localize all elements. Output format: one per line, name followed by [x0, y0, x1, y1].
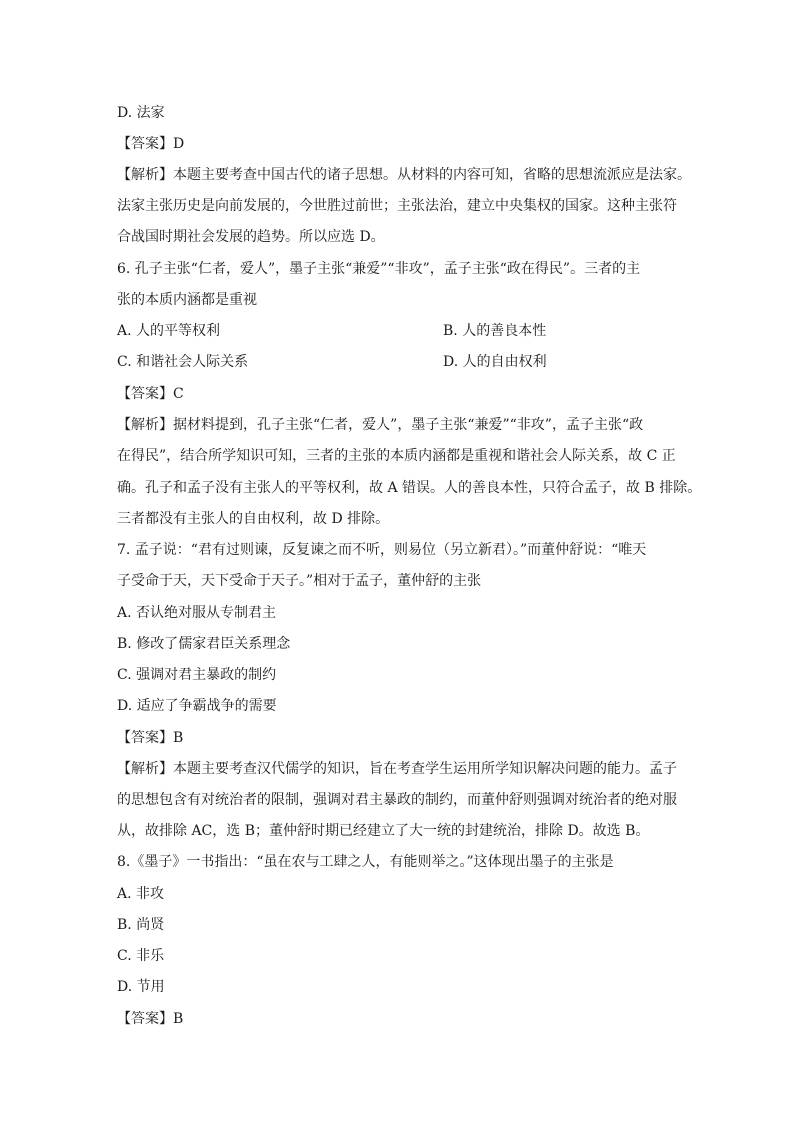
- line-q5-analysis-3: 合战国时期社会发展的趋势。所以应选 D。: [117, 229, 385, 245]
- line-q7-answer: 【答案】B: [117, 730, 184, 746]
- line-q7-analysis-2: 的思想包含有对统治者的限制，强调对君主暴政的制约，而董仲舒则强调对统治者的绝对服: [117, 792, 677, 808]
- line-q5-option-d: D. 法家: [117, 105, 165, 121]
- line-q7-stem-2: 子受命于天，天下受命于天子。”相对于孟子，董仲舒的主张: [117, 573, 482, 589]
- line-q8-answer: 【答案】B: [117, 1011, 184, 1027]
- line-q7-option-a: A. 否认绝对服从专制君主: [117, 605, 277, 621]
- line-q5-analysis-2: 法家主张历史是向前发展的，今世胜过前世；主张法治，建立中央集权的国家。这种主张符: [117, 198, 677, 214]
- line-q6-analysis-4: 三者都没有主张人的自由权利，故 D 排除。: [117, 511, 390, 527]
- line-q6-stem-1: 6. 孔子主张“仁者，爱人”，墨子主张“兼爱”“非攻”，孟子主张“政在得民”。三者的主: [117, 261, 641, 277]
- line-q8-option-d: D. 节用: [117, 979, 165, 995]
- line-q6-answer: 【答案】C: [117, 386, 184, 402]
- line-q7-stem-1: 7. 孟子说：“君有过则谏，反复谏之而不听，则易位（另立新君）。”而董仲舒说：“唯天: [117, 542, 647, 558]
- line-q5-answer: 【答案】D: [117, 136, 185, 152]
- line-q8-stem: 8.《墨子》一书指出：“虽在农与工肆之人，有能则举之。”这体现出墨子的主张是: [117, 854, 614, 870]
- line-q7-option-c: C. 强调对君主暴政的制约: [117, 667, 277, 683]
- line-q6-stem-2: 张的本质内涵都是重视: [117, 292, 257, 308]
- line-q8-option-c: C. 非乐: [117, 948, 165, 964]
- line-q7-option-d: D. 适应了争霸战争的需要: [117, 698, 277, 714]
- line-q5-analysis-1: 【解析】本题主要考查中国古代的诸子思想。从材料的内容可知，省略的思想流派应是法家。: [117, 167, 691, 183]
- line-q8-option-a: A. 非攻: [117, 886, 165, 902]
- line-q6-analysis-2: 在得民”，结合所学知识可知，三者的主张的本质内涵都是重视和谐社会人际关系，故 C 正: [117, 448, 676, 464]
- line-q6-option-a: A. 人的平等权利: [117, 323, 221, 339]
- line-q6-option-c: C. 和谐社会人际关系: [117, 354, 249, 370]
- line-q6-option-d: D. 人的自由权利: [443, 354, 547, 370]
- line-q7-analysis-3: 从，故排除 AC，选 B；董仲舒时期已经建立了大一统的封建统治，排除 D。故选 B。: [117, 823, 650, 839]
- line-q6-analysis-1: 【解析】据材料提到，孔子主张“仁者，爱人”，墨子主张“兼爱”“非攻”，孟子主张“政: [117, 417, 644, 433]
- line-q7-analysis-1: 【解析】本题主要考查汉代儒学的知识，旨在考查学生运用所学知识解决问题的能力。孟子: [117, 761, 677, 777]
- line-q8-option-b: B. 尚贤: [117, 917, 165, 933]
- line-q6-option-b: B. 人的善良本性: [443, 323, 547, 339]
- line-q7-option-b: B. 修改了儒家君臣关系理念: [117, 636, 291, 652]
- line-q6-analysis-3: 确。孔子和孟子没有主张人的平等权利，故 A 错误。人的善良本性，只符合孟子，故 B 排除。: [117, 480, 702, 496]
